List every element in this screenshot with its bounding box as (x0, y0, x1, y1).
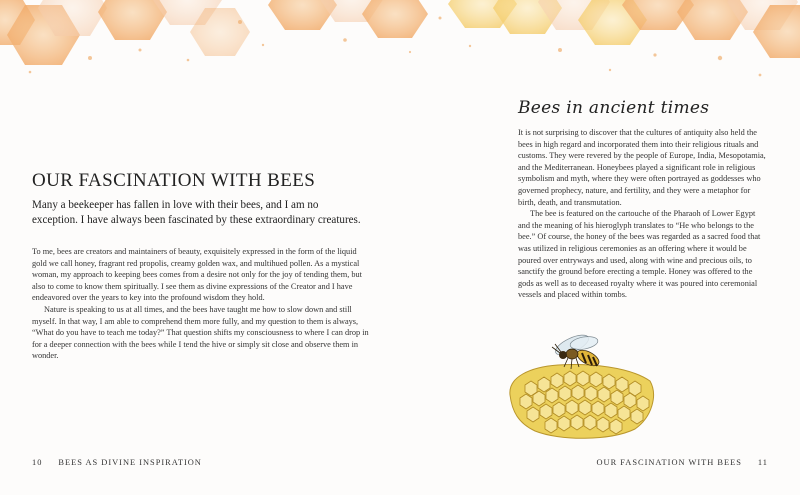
body-paragraph: It is not surprising to discover that the cultures of antiquity also held the bees in high regard and incorporated them into their religious rituals and customs. They were revered by the people of Europe, India, Mesopotamia, and the Mediterranean. Honeybees played a significant role in religious symbolism and myth, where they were often portrayed as goddesses who governed prophecy, nature, and fertility, and they were a metaphor for birth, death, and transmutation. (518, 128, 766, 207)
bee-on-honeycomb-illustration (500, 325, 660, 445)
left-body-text (32, 246, 370, 362)
body-paragraph: The bee is featured on the cartouche of the Pharaoh of Lower Egypt and the meaning of his hieroglyph translates to “He who belongs to the bee.” Of course, the honey of the bees was regarded as a sacred food that was utilized in religious ceremonies as an offering where it would be poured over entryways and used, along with wine and precious oils, to sanctify the ground before erecting a temple. Honey was offered to the gods as well as to deceased royalty where it was poured into ceremonial vessels and placed within tombs. (518, 209, 761, 300)
chapter-title: OUR FASCINATION WITH BEES (32, 170, 316, 191)
page-number: 11 (757, 458, 768, 467)
page-number: 10 (32, 458, 43, 467)
body-paragraph: To me, bees are creators and maintainers of beauty, exquisitely expressed in the form of the liquid gold we call honey, fragrant red propolis, creamy golden wax, and multihued pollen. As a mystical woman, my approach to keeping bees comes from a desire not only for the joy of tending them, but also to come to know them spiritually. I see them as divine expressions of the Creator and I have endeavored over the years to key into the profound wisdom they hold. (32, 247, 362, 303)
bee-icon (552, 331, 601, 369)
body-paragraph: Nature is speaking to us at all times, and the bees have taught me how to slow down and still myself. In that way, I am able to comprehend them more fully, and my question to them is always, “What do you have to teach me today?” That question shifts my consciousness to where I can drop in for a deeper connection with the bees while I tend the hive or simply sit close and observe them in wonder. (32, 304, 369, 361)
running-head: BEES AS DIVINE INSPIRATION (58, 458, 202, 467)
right-folio (596, 458, 768, 467)
left-folio (32, 458, 202, 467)
section-heading: Bees in ancient times (518, 98, 710, 118)
lead-paragraph: Many a beekeeper has fallen in love with their bees, and I am no exception. I have always been fascinated by these extraordinary creatures. (32, 199, 361, 226)
right-body-text (518, 127, 768, 301)
running-head: OUR FASCINATION WITH BEES (596, 458, 742, 467)
